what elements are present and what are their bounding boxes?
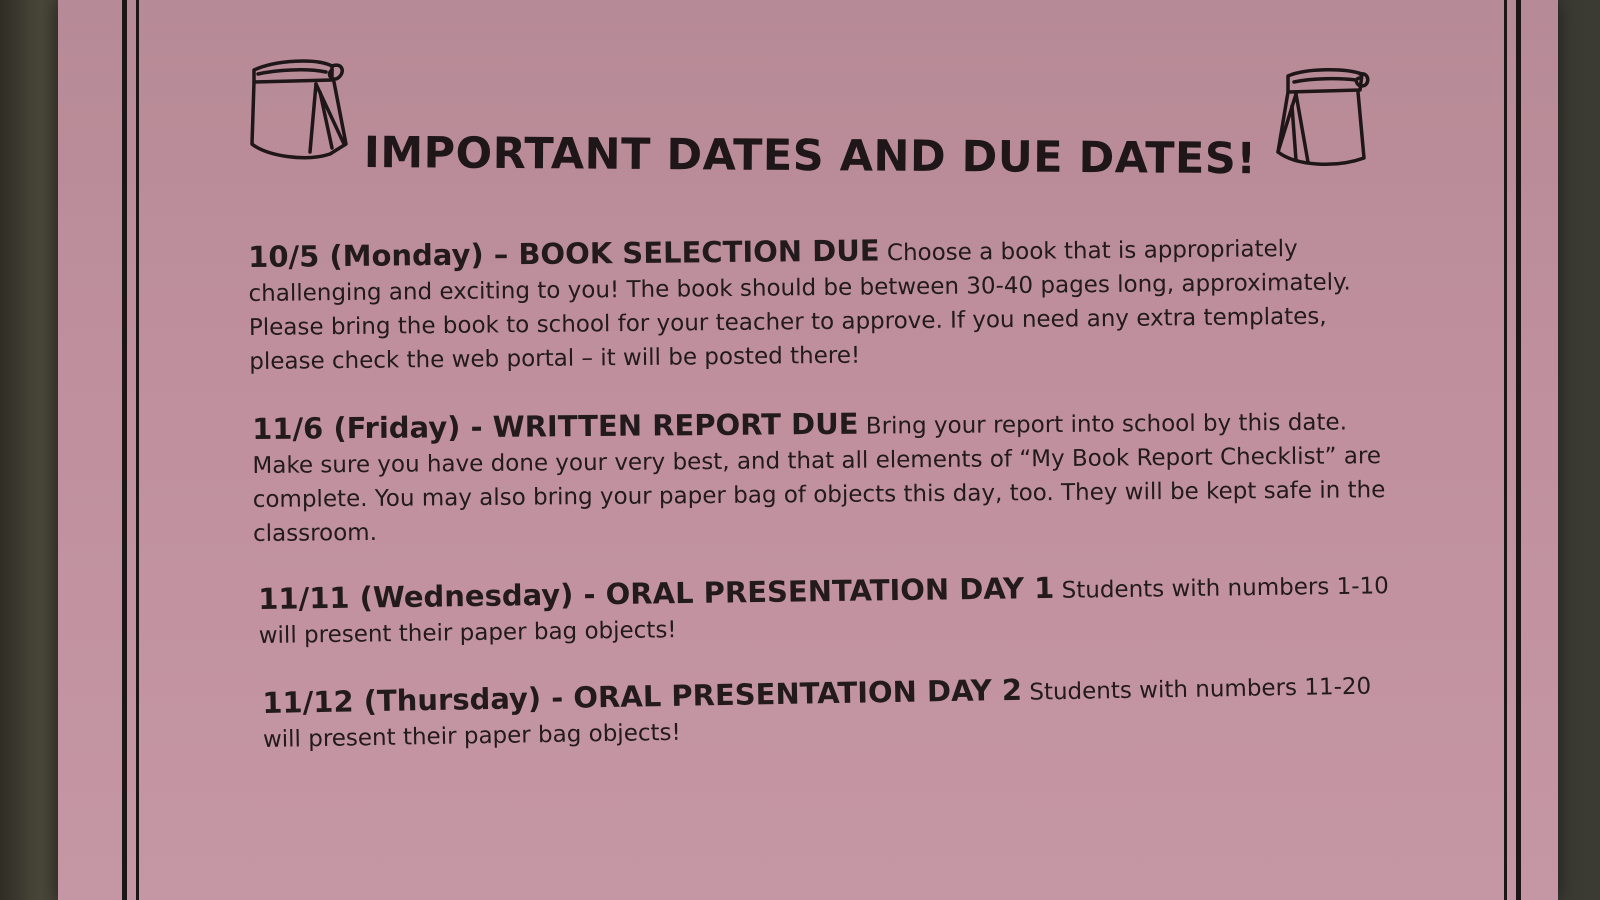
entry-heading: 11/12 (Thursday) - ORAL PRESENTATION DAY 2 (262, 672, 1023, 720)
date-entry (248, 228, 1389, 379)
paper-bag-icon (1266, 62, 1376, 178)
right-border-rule-inner (1504, 0, 1507, 900)
date-entry (258, 566, 1399, 653)
page-title: IMPORTANT DATES AND DUE DATES! (363, 128, 1257, 185)
left-border-rule-outer (122, 0, 127, 900)
right-border-rule-outer (1516, 0, 1521, 900)
paper-bag-icon (246, 52, 356, 168)
left-border-rule-inner (136, 0, 139, 900)
entry-heading: 11/11 (Wednesday) - ORAL PRESENTATION DAY 1 (258, 570, 1055, 616)
entry-text: Bring your report into school by this date. Make sure you have done your very best, and that all elements of “My Book Report Checklist” are complete. You may also bring your paper bag of objects this day, too. They will be kept safe in the classroom. (252, 409, 1386, 547)
entry-text: Choose a book that is appropriately challenging and exciting to you! The book should be between 30-40 pages long, approximately. Please bring the book to school for your teacher to approve. If you need any extra templates, please check the web portal – it will be posted there! (248, 236, 1351, 375)
entry-heading: 11/6 (Friday) - WRITTEN REPORT DUE (252, 406, 859, 446)
date-entry (252, 402, 1393, 551)
entry-text: Students with numbers 11-20 will present their paper bag objects! (262, 673, 1372, 753)
entry-text: Students with numbers 1-10 will present their paper bag objects! (258, 573, 1390, 649)
date-entry (262, 666, 1393, 757)
entry-heading: 10/5 (Monday) – BOOK SELECTION DUE (248, 233, 880, 274)
flyer-sheet (58, 0, 1558, 900)
